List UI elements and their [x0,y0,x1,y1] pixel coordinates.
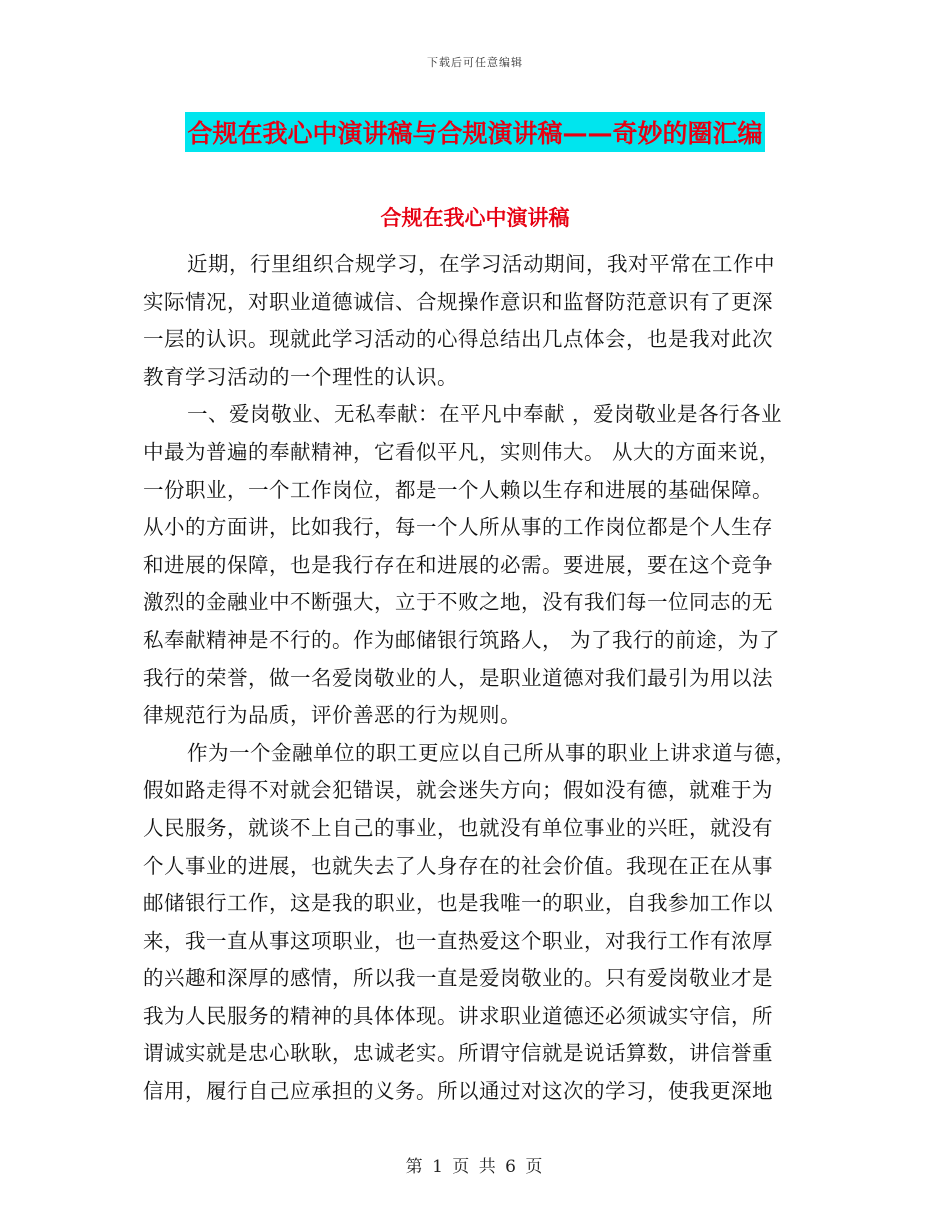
text-line: 谓诚实就是忠心耿耿，忠诚老实。所谓守信就是说话算数，讲信誉重 [143,1041,773,1066]
page-header-note: 下载后可任意编辑 [427,56,523,69]
document-body [143,246,808,1111]
document-title: 合规在我心中演讲稿与合规演讲稿——奇妙的圈汇编 [185,112,764,152]
text-line: 中最为普遍的奉献精神，它看似平凡，实则伟大。 从大的方面来说， [143,439,781,464]
text-line: 近期，行里组织合规学习，在学习活动期间，我对平常在工作中 [187,252,775,276]
paragraph [143,396,808,734]
text-line: 一、爱岗敬业、无私奉献：在平凡中奉献 ，爱岗敬业是各行各业 [187,402,783,427]
text-line: 一份职业，一个工作岗位，都是一个人赖以生存和进展的基础保障。 [143,477,773,502]
text-line: 律规范行为品质，评价善恶的行为规则。 [143,703,521,728]
text-line: 人民服务，就谈不上自己的事业，也就没有单位事业的兴旺，就没有 [143,815,773,840]
page-footer: 第 1 页 共 6 页 [405,1157,545,1177]
text-line: 私奉献精神是不行的。作为邮储银行筑路人， 为了我行的前途，为了 [143,627,781,652]
text-line: 和进展的保障，也是我行存在和进展的必需。要进展，要在这个竞争 [143,552,773,577]
text-line: 激烈的金融业中不断强大，立于不败之地，没有我们每一位同志的无 [143,590,773,615]
paragraph [143,735,808,1111]
paragraph [143,246,808,396]
text-line: 的兴趣和深厚的感情，所以我一直是爱岗敬业的。只有爱岗敬业才是 [143,966,773,991]
text-line: 邮储银行工作，这是我的职业，也是我唯一的职业，自我参加工作以 [143,891,773,916]
text-line: 假如路走得不对就会犯错误，就会迷失方向；假如没有德，就难于为 [143,778,773,803]
text-line: 来，我一直从事这项职业，也一直热爱这个职业，对我行工作有浓厚 [143,928,773,953]
text-line: 一层的认识。现就此学习活动的心得总结出几点体会，也是我对此次 [143,327,773,352]
text-line: 我为人民服务的精神的具体体现。讲求职业道德还必须诚实守信，所 [143,1003,773,1028]
text-line: 从小的方面讲，比如我行，每一个人所从事的工作岗位都是个人生存 [143,515,773,540]
document-title-wrapper [0,112,950,152]
text-line: 作为一个金融单位的职工更应以自己所从事的职业上讲求道与德， [187,740,796,765]
text-line: 个人事业的进展，也就失去了人身存在的社会价值。我现在正在从事 [143,853,773,878]
section-title: 合规在我心中演讲稿 [380,206,570,230]
text-line: 我行的荣誉，做一名爱岗敬业的人，是职业道德对我们最引为用以法 [143,665,773,690]
text-line: 实际情况，对职业道德诚信、合规操作意识和监督防范意识有了更深 [143,289,773,314]
text-line: 信用，履行自己应承担的义务。所以通过对这次的学习，使我更深地 [143,1079,773,1104]
text-line: 教育学习活动的一个理性的认识。 [143,364,458,389]
